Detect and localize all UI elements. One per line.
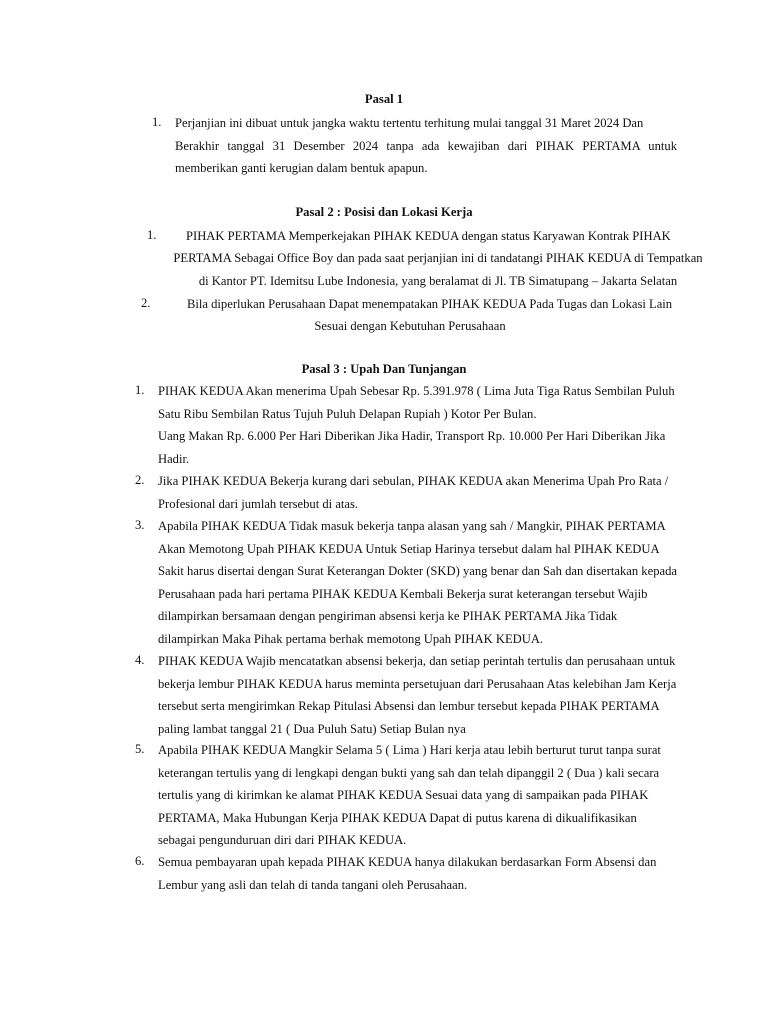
text-line: tertulis yang di kirimkan ke alamat PIHAK KEDUA Sesuai data yang di sampaikan pada PIHAK <box>158 788 649 802</box>
text-line: Lembur yang asli dan telah di tanda tangani oleh Perusahaan. <box>158 877 468 892</box>
list-number: 2. <box>135 473 145 487</box>
text-line: tersebut serta mengirimkan Rekap Pitulasi Absensi dan lembur tersebut kepada PIHAK PERTAMA <box>158 699 660 713</box>
text-line: Bila diperlukan Perusahaan Dapat menempatakan PIHAK KEDUA Pada Tugas dan Lokasi Lain <box>187 297 673 311</box>
text-line: Uang Makan Rp. 6.000 Per Hari Diberikan Jika Hadir, Transport Rp. 10.000 Per Hari Diberikan Jika <box>158 429 666 443</box>
text-line: bekerja lembur PIHAK KEDUA harus meminta persetujuan dari Perusahaan Atas kelebihan Jam Kerja <box>158 676 677 691</box>
text-line: Satu Ribu Sembilan Ratus Tujuh Puluh Delapan Rupiah ) Kotor Per Bulan. <box>158 406 537 421</box>
list-number: 1. <box>152 115 162 129</box>
text-line: Hadir. <box>158 451 190 466</box>
text-line: Perusahaan pada hari pertama PIHAK KEDUA Kembali Bekerja surat keterangan tersebut Wajib <box>158 586 648 601</box>
pasal-2-heading: Pasal 2 : Posisi dan Lokasi Kerja <box>295 205 473 219</box>
text-line: Profesional dari jumlah tersebut di atas. <box>158 496 359 511</box>
text-line: PIHAK KEDUA Akan menerima Upah Sebesar Rp. 5.391.978 ( Lima Juta Tiga Ratus Sembilan Puluh <box>158 384 675 398</box>
pasal-3-heading: Pasal 3 : Upah Dan Tunjangan <box>301 362 467 376</box>
list-number: 2. <box>141 296 151 310</box>
text-line: Sakit harus disertai dengan Surat Keterangan Dokter (SKD) yang benar dan Sah dan disertakan kepada <box>158 564 677 578</box>
list-number: 1. <box>135 383 145 397</box>
text-line: PIHAK KEDUA Wajib mencatatkan absensi bekerja, dan setiap perintah tertulis dan perusahaan untuk <box>158 654 676 668</box>
text-line: paling lambat tanggal 21 ( Dua Puluh Satu) Setiap Bulan nya <box>158 721 466 736</box>
text-line: Berakhir tanggal 31 Desember 2024 tanpa ada kewajiban dari PIHAK PERTAMA untuk <box>175 138 677 153</box>
list-number: 4. <box>135 653 145 667</box>
text-line: memberikan ganti kerugian dalam bentuk apapun. <box>175 161 428 175</box>
list-number: 6. <box>135 854 145 868</box>
text-line: di Kantor PT. Idemitsu Lube Indonesia, yang beralamat di Jl. TB Simatupang – Jakarta Selatan <box>198 273 678 288</box>
text-line: Apabila PIHAK KEDUA Mangkir Selama 5 ( Lima ) Hari kerja atau lebih berturut turut tanpa surat <box>158 743 661 757</box>
list-number: 3. <box>135 518 145 532</box>
text-line: keterangan tertulis yang di lengkapi dengan bukti yang sah dan telah dipanggil 2 ( Dua ) kali secara <box>158 765 660 780</box>
text-line: Perjanjian ini dibuat untuk jangka waktu tertentu terhitung mulai tanggal 31 Maret 2024 Dan <box>175 116 644 130</box>
text-line: PERTAMA Sebagai Office Boy dan pada saat perjanjian ini di tandatangi PIHAK KEDUA di Tempatkan <box>173 251 703 265</box>
text-line: dilampirkan bersamaan dengan pengiriman absensi kerja ke PIHAK PERTAMA Jika Tidak <box>158 609 618 623</box>
text-line: Semua pembayaran upah kepada PIHAK KEDUA hanya dilakukan berdasarkan Form Absensi dan <box>158 855 657 869</box>
list-number: 5. <box>135 742 145 756</box>
text-line: Akan Memotong Upah PIHAK KEDUA Untuk Setiap Harinya tersebut dalam hal PIHAK KEDUA <box>158 541 660 556</box>
text-line: PERTAMA, Maka Hubungan Kerja PIHAK KEDUA Dapat di putus karena di dikualifikasikan <box>158 810 637 825</box>
text-line: Apabila PIHAK KEDUA Tidak masuk bekerja tanpa alasan yang sah / Mangkir, PIHAK PERTAMA <box>158 519 666 533</box>
text-line: sebagai pengunduruan diri dari PIHAK KEDUA. <box>158 833 407 847</box>
text-line: Sesuai dengan Kebutuhan Perusahaan <box>314 319 506 333</box>
text-line: dilampirkan Maka Pihak pertama berhak memotong Upah PIHAK KEDUA. <box>158 631 544 646</box>
text-line: PIHAK PERTAMA Memperkejakan PIHAK KEDUA dengan status Karyawan Kontrak PIHAK <box>186 229 671 243</box>
pasal-1-heading: Pasal 1 <box>364 92 404 106</box>
list-number: 1. <box>147 228 157 242</box>
text-line: Jika PIHAK KEDUA Bekerja kurang dari sebulan, PIHAK KEDUA akan Menerima Upah Pro Rata / <box>158 474 669 488</box>
